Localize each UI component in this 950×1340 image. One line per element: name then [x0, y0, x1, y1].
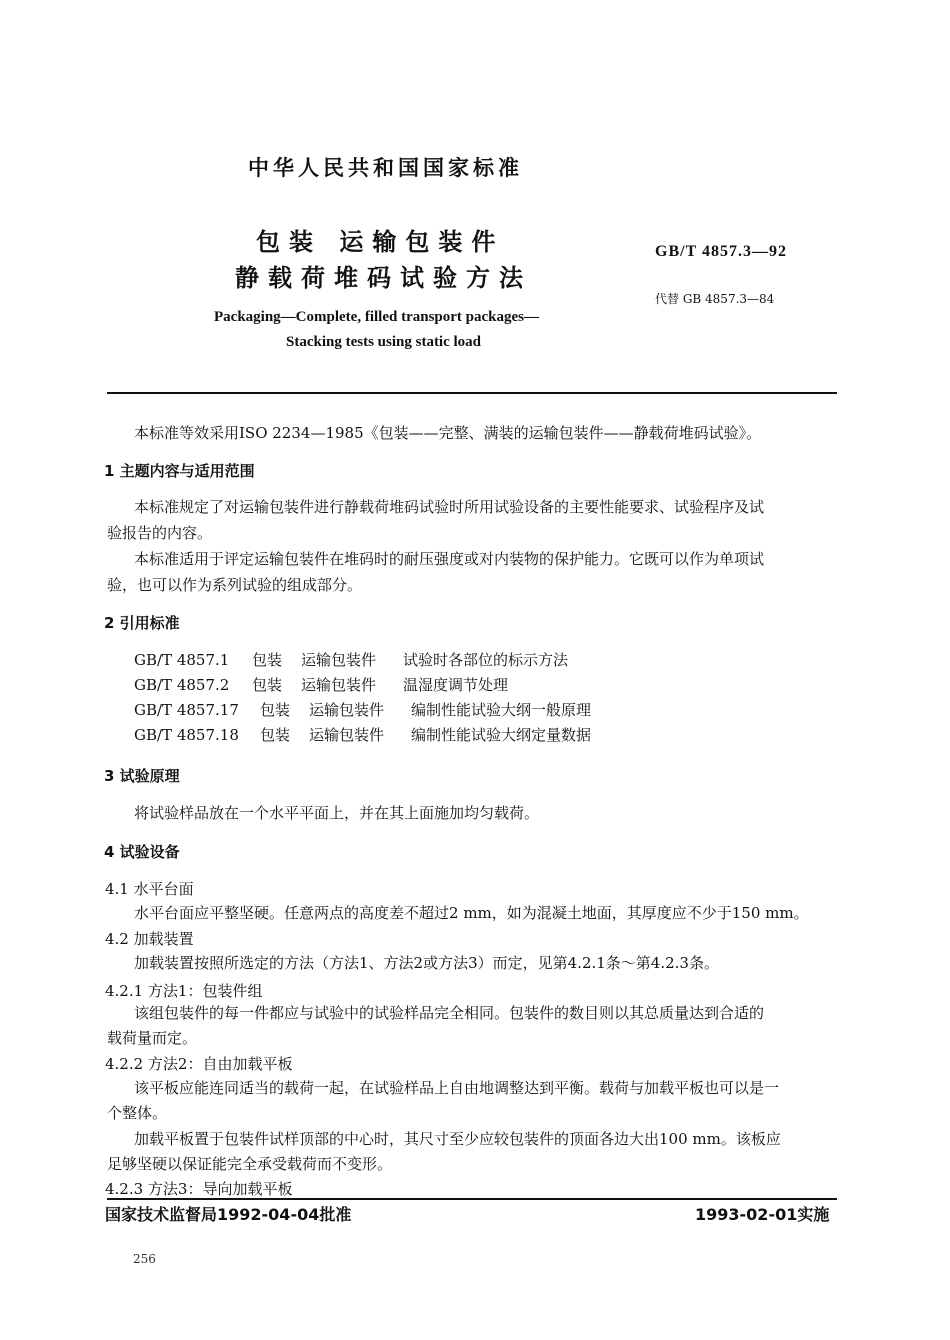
- section-4-heading: 4 试验设备: [104, 843, 180, 861]
- reference-part-c: 试验时各部位的标示方法: [403, 651, 569, 669]
- intro-paragraph: 本标准等效采用ISO 2234—1985《包装——完整、满装的运输包装件——静载荷堆码试验》。: [134, 424, 762, 442]
- reference-part-a: 包装: [252, 651, 283, 669]
- section-3-heading: 3 试验原理: [104, 767, 180, 785]
- reference-code: GB/T 4857.1: [134, 651, 230, 669]
- reference-item: [134, 699, 591, 720]
- page-number: 256: [133, 1252, 156, 1266]
- national-standard-heading: 中华人民共和国国家标准: [248, 156, 523, 180]
- reference-item: [134, 674, 508, 695]
- section-4-2-heading: 4.2 加载装置: [105, 930, 194, 948]
- reference-part-a: 包装: [252, 676, 283, 694]
- section-4-2-2-heading: 4.2.2 方法2：自由加载平板: [105, 1055, 293, 1073]
- section-4-2-2-line3: 加载平板置于包装件试样顶部的中心时，其尺寸至少应较包装件的顶面各边大出100 mm。该板应: [134, 1130, 781, 1148]
- reference-item: [134, 724, 591, 745]
- section-4-1-heading: 4.1 水平台面: [105, 880, 194, 898]
- reference-code: GB/T 4857.18: [134, 726, 239, 744]
- section-1-p2-line2: 验，也可以作为系列试验的组成部分。: [107, 576, 363, 594]
- section-3-paragraph: 将试验样品放在一个水平平面上，并在其上面施加均匀载荷。: [134, 804, 540, 822]
- approval-text: 国家技术监督局1992-04-04批准: [105, 1205, 352, 1224]
- section-1-p2-line1: 本标准适用于评定运输包装件在堆码时的耐压强度或对内装物的保护能力。它既可以作为单项试: [134, 550, 765, 568]
- section-4-2-2-line1: 该平板应能连同适当的载荷一起，在试验样品上自由地调整达到平衡。载荷与加载平板也可以是一: [134, 1079, 780, 1097]
- reference-item: [134, 649, 568, 670]
- title-cn-line1: 包装 运输包装件: [256, 228, 505, 256]
- section-1-heading: 1 主题内容与适用范围: [104, 462, 255, 480]
- footer-divider: [107, 1198, 837, 1200]
- section-4-1-text: 水平台面应平整坚硬。任意两点的高度差不超过2 mm，如为混凝土地面，其厚度应不少于150 mm。: [134, 904, 809, 922]
- reference-part-c: 编制性能试验大纲一般原理: [411, 701, 592, 719]
- reference-part-a: 包装: [260, 701, 291, 719]
- standard-number: GB/T 4857.3—92: [655, 243, 787, 260]
- section-1-p1-line1: 本标准规定了对运输包装件进行静载荷堆码试验时所用试验设备的主要性能要求、试验程序及试: [134, 498, 765, 516]
- replaces-standard: 代替 GB 4857.3—84: [655, 292, 775, 306]
- section-1-p1-line2: 验报告的内容。: [107, 524, 213, 542]
- reference-part-b: 运输包装件: [309, 701, 385, 719]
- reference-part-c: 温湿度调节处理: [403, 676, 509, 694]
- title-cn-line2: 静载荷堆码试验方法: [235, 264, 532, 292]
- reference-code: GB/T 4857.2: [134, 676, 230, 694]
- section-4-2-2-line2: 个整体。: [107, 1104, 168, 1122]
- title-en-line1: Packaging—Complete, filled transport packages—: [214, 309, 539, 325]
- reference-part-a: 包装: [260, 726, 291, 744]
- reference-part-c: 编制性能试验大纲定量数据: [411, 726, 592, 744]
- section-4-2-text: 加载装置按照所选定的方法（方法1、方法2或方法3）而定，见第4.2.1条～第4.2.3条。: [134, 954, 719, 972]
- section-4-2-3-heading: 4.2.3 方法3：导向加载平板: [105, 1180, 293, 1198]
- reference-part-b: 运输包装件: [301, 676, 377, 694]
- header-divider: [107, 392, 837, 394]
- reference-code: GB/T 4857.17: [134, 701, 239, 719]
- reference-part-b: 运输包装件: [309, 726, 385, 744]
- section-4-2-2-line4: 足够坚硬以保证能完全承受载荷而不变形。: [107, 1155, 393, 1173]
- section-2-heading: 2 引用标准: [104, 614, 180, 632]
- reference-part-b: 运输包装件: [301, 651, 377, 669]
- section-4-2-1-line2: 载荷量而定。: [107, 1029, 198, 1047]
- effective-date-text: 1993-02-01实施: [695, 1205, 830, 1224]
- section-4-2-1-heading: 4.2.1 方法1：包装件组: [105, 982, 263, 1000]
- section-4-2-1-line1: 该组包装件的每一件都应与试验中的试验样品完全相同。包装件的数目则以其总质量达到合适的: [134, 1004, 765, 1022]
- title-en-line2: Stacking tests using static load: [286, 334, 482, 350]
